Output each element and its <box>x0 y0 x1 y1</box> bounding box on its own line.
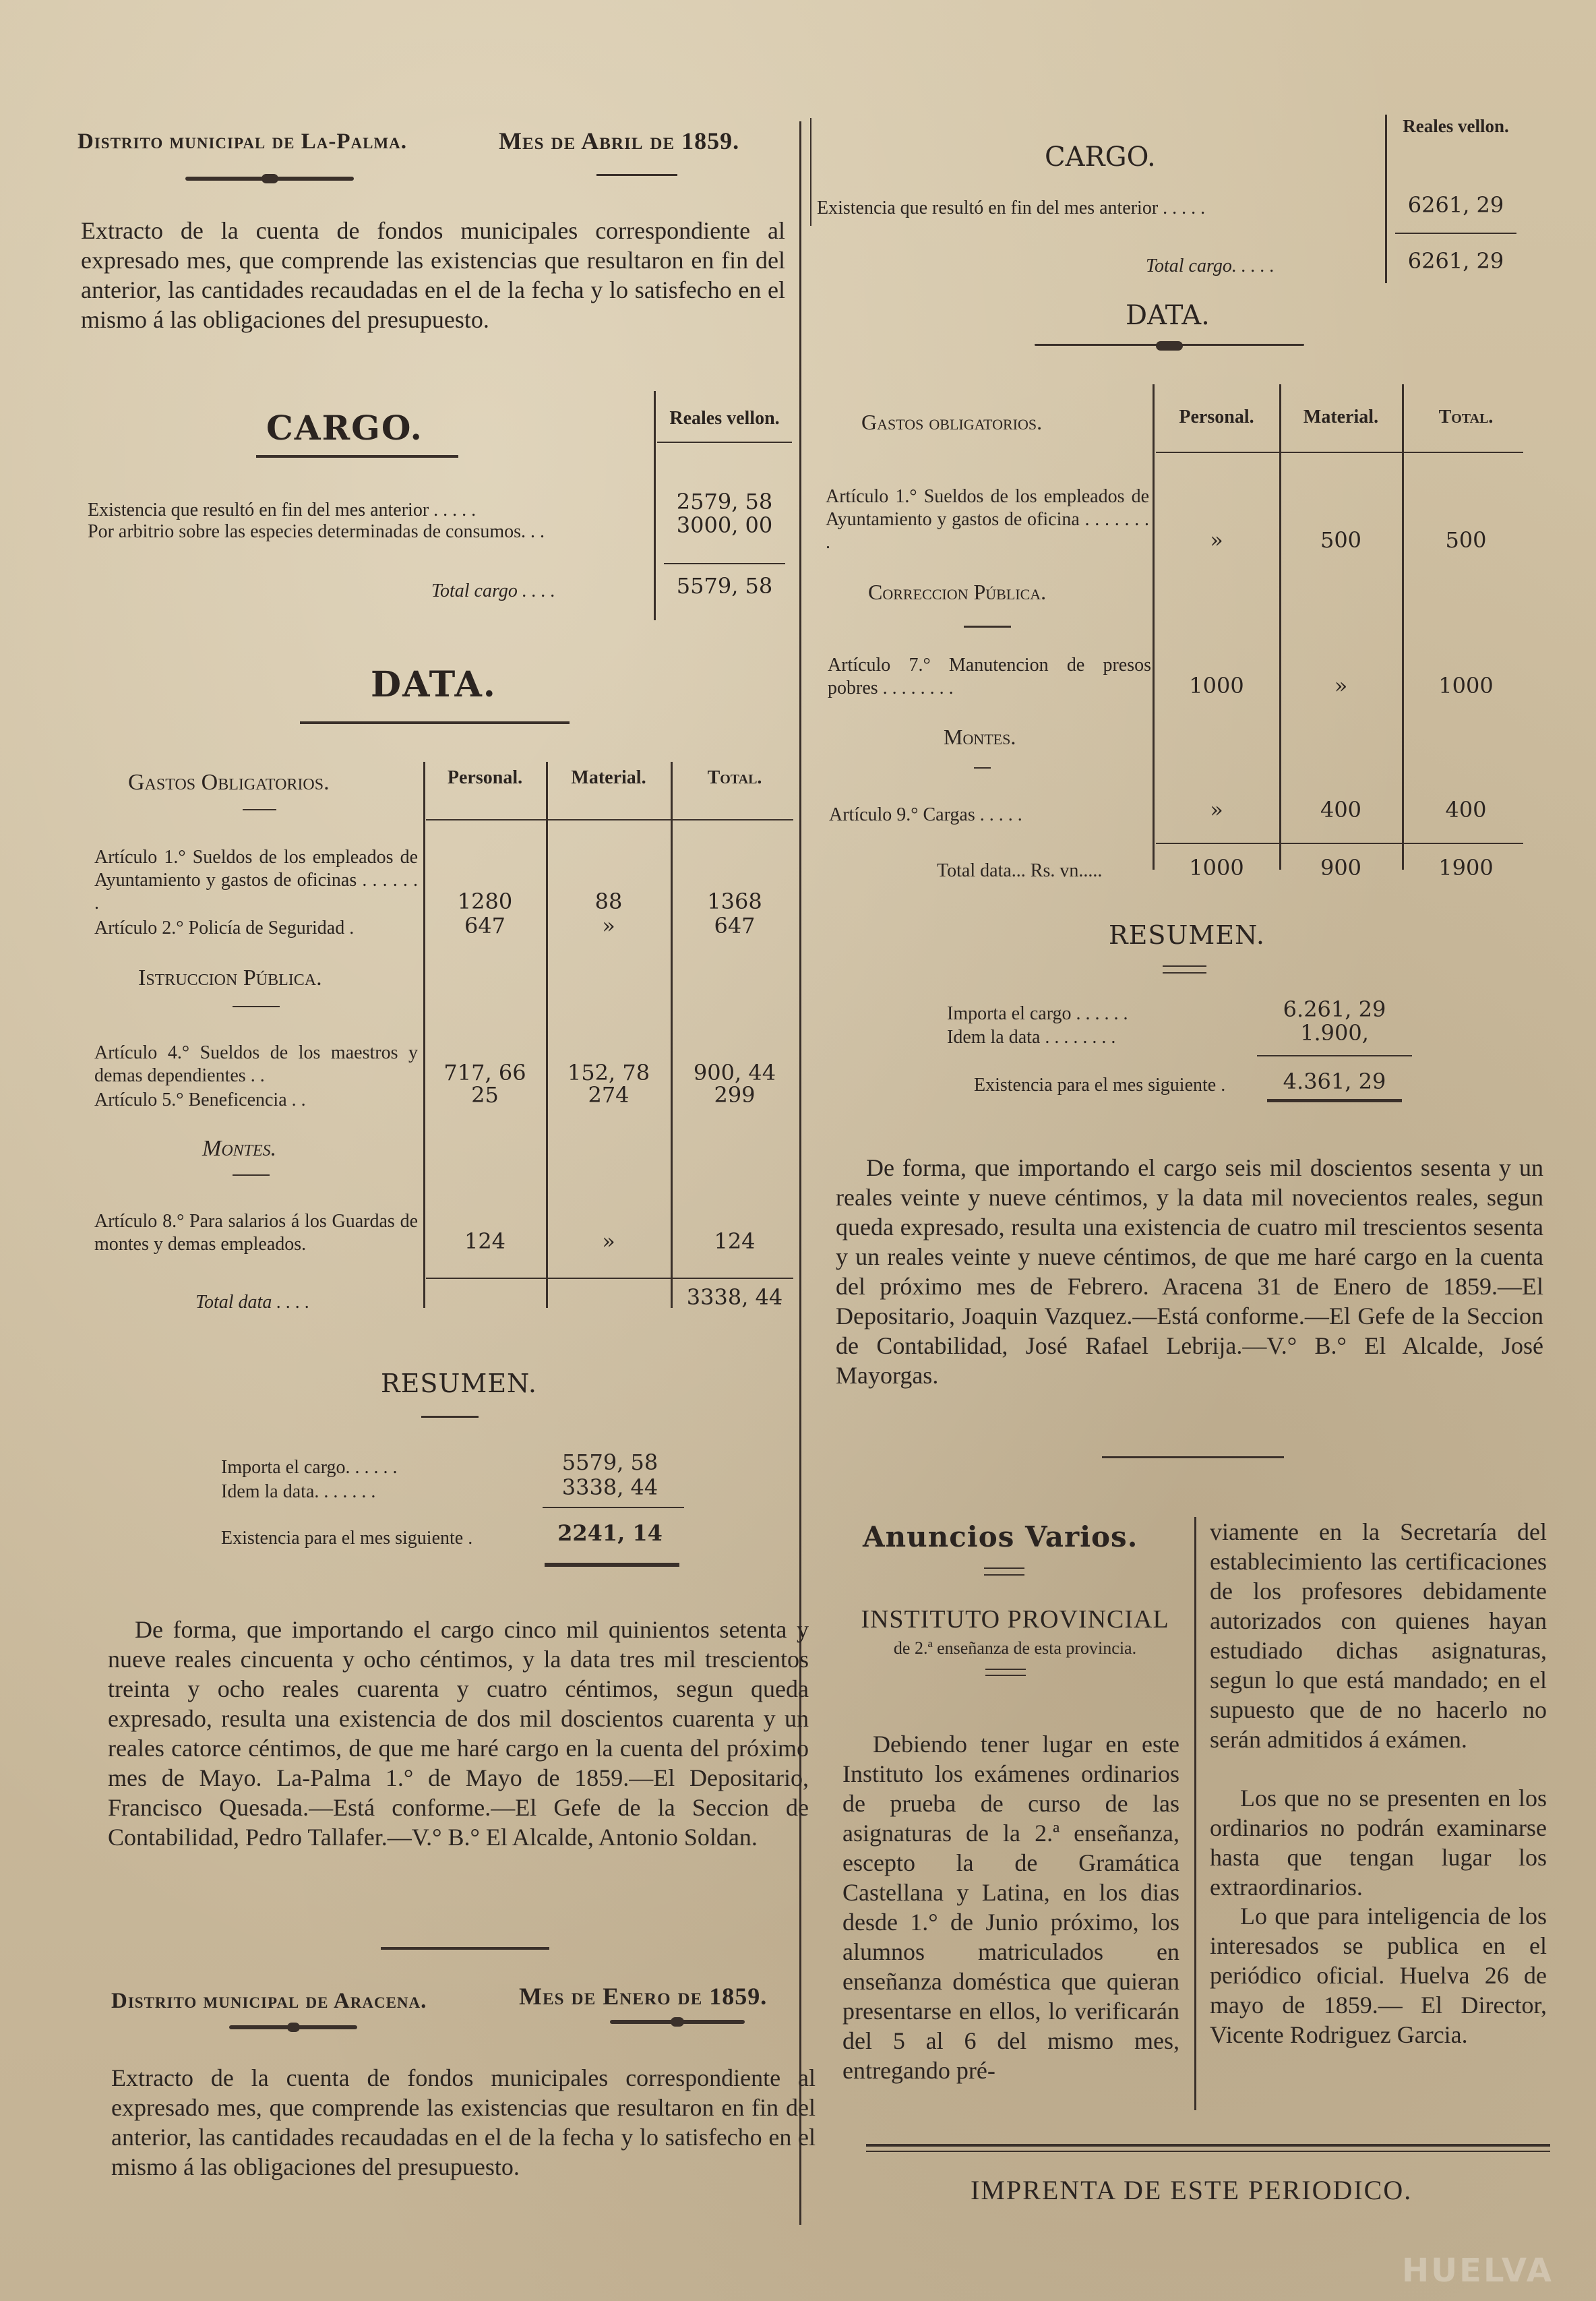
art1-personal: 1280 <box>457 889 513 914</box>
imprenta-footer: IMPRENTA DE ESTE PERIODICO. <box>971 2175 1413 2205</box>
data-col-line-1 <box>423 762 425 1308</box>
instituto-rule-2 <box>985 1675 1026 1676</box>
art5-total: 299 <box>714 1082 756 1108</box>
col-total: Total. <box>707 767 762 788</box>
art5-material: 274 <box>588 1082 630 1108</box>
col-material: Material. <box>571 767 646 788</box>
month-header-abril: Mes de Abril de 1859. <box>499 127 740 154</box>
footer-rule-2 <box>866 2151 1550 2152</box>
resumen-cargo-value: 5579, 58 <box>561 1450 658 1475</box>
section-separator <box>381 1947 549 1950</box>
reales-vellon-header: Reales vellon. <box>669 408 780 429</box>
right-cargo-rule <box>1395 233 1516 234</box>
art4-material: 152, 78 <box>567 1060 650 1085</box>
art2-total: 647 <box>714 913 756 938</box>
data-art8: Artículo 8.° Para salarios á los Guardas de montes y demas empleados. <box>94 1211 418 1255</box>
resumen-existencia-value: 2241, 14 <box>557 1520 663 1546</box>
closing-paragraph-aracena: De forma, que importando el cargo seis mil doscientos sesenta y un reales veinte y nueve céntimos, y la data mil novecientos reales, segun queda expresado, resulta una existencia de cuatro mil trescientos sesenta y un reales veinte y nueve céntimos, de que me haré cargo en la cuenta del próximo mes de Febrero. Aracena 31 de Enero de 1859.—El Depositario, Joaquin Vazquez.—Está conforme.—El Gefe de la Seccion de Contabilidad, José Rafael Lebrija.—V.° B.° El Alcalde, José Mayorgas. <box>836 1154 1543 1389</box>
anuncio-col2b: Los que no se presenten en los ordinarios no podrán examinarse hasta que tengan lugar los extraordinarios. <box>1210 1785 1547 1901</box>
cargo-total-label: Total cargo . . . . <box>431 580 555 601</box>
footer-rule <box>866 2144 1550 2147</box>
anuncios-title: Anuncios Varios. <box>863 1520 1138 1553</box>
month-header-enero: Mes de Enero de 1859. <box>519 1983 768 2010</box>
resumen-cargo-label: Importa el cargo. . . . . . <box>221 1457 398 1478</box>
right-total-total: 1900 <box>1438 855 1494 880</box>
right-data-total-label: Total data... Rs. vn..... <box>937 860 1103 881</box>
right-resumen-rule-2 <box>1163 972 1206 974</box>
cargo-title: CARGO. <box>266 408 423 448</box>
art4-total: 900, 44 <box>693 1060 776 1085</box>
right-cargo-row-value: 6261, 29 <box>1407 192 1504 218</box>
art4-personal: 717, 66 <box>443 1060 526 1085</box>
right-cargo-row: Existencia que resultó en fin del mes anterior . . . . . <box>817 198 1206 218</box>
district-header-aracena: Distrito municipal de Aracena. <box>111 1989 427 2013</box>
right-data-col-line-1 <box>1153 384 1155 870</box>
section-montes: Montes. <box>202 1136 277 1161</box>
ornament-rule <box>185 177 354 181</box>
right-resumen-data-label: Idem la data . . . . . . . . <box>947 1027 1116 1048</box>
right-section-montes: Montes. <box>944 725 1016 749</box>
data-art5: Artículo 5.° Beneficencia . . <box>94 1089 306 1110</box>
data-title-rule <box>300 721 570 724</box>
instituto-rule <box>985 1669 1026 1670</box>
right-data-ornament <box>1035 344 1304 346</box>
column-divider <box>799 121 801 2225</box>
art5-personal: 25 <box>471 1082 499 1108</box>
anuncio-col2c: Lo que para inteligencia de los interesados se publica en el periódico oficial. Huelva 26 de mayo de 1859.— El Director, Vicente Rodriguez Garcia. <box>1210 1903 1547 2048</box>
intro-paragraph-aracena: Extracto de la cuenta de fondos municipales correspondiente al expresado mes, que comprende las existencias que resultaron en fin del anterior, las cantidades recaudadas en el de la fecha y lo satisfecho en el mismo á las obligaciones del presupuesto. <box>111 2064 816 2180</box>
art1-total: 1368 <box>707 889 762 914</box>
data-col-line-2 <box>546 762 548 1308</box>
resumen-existencia-label: Existencia para el mes siguiente . <box>221 1528 473 1549</box>
right-data-col-line-2 <box>1279 384 1281 870</box>
right-col-material: Material. <box>1303 407 1379 427</box>
cargo-value-existencia: 2579, 58 <box>676 489 773 514</box>
right-art9-total: 400 <box>1445 797 1487 823</box>
right-gastos-obligatorios-header: Gastos obligatorios. <box>861 410 1043 434</box>
right-data-col-line-3 <box>1402 384 1404 870</box>
section-rule <box>243 809 276 810</box>
cargo-value-arbitrio: 3000, 00 <box>676 512 773 538</box>
art8-total: 124 <box>714 1228 756 1254</box>
data-total-rule <box>426 1278 793 1279</box>
cargo-sum-rule <box>664 563 785 564</box>
right-resumen-double-rule <box>1267 1099 1402 1102</box>
right-resumen-existencia-label: Existencia para el mes siguiente . <box>974 1075 1226 1096</box>
right-resumen-sum-rule <box>1257 1055 1412 1056</box>
anuncios-rule-2 <box>984 1574 1024 1576</box>
right-data-title: DATA. <box>1126 300 1210 331</box>
resumen-data-label: Idem la data. . . . . . . <box>221 1481 376 1502</box>
anuncios-rule <box>984 1567 1024 1569</box>
resumen-sum-rule <box>543 1507 684 1508</box>
right-data-total-rule <box>1156 843 1523 844</box>
anuncio-col1: Debiendo tener lugar en este Instituto los exámenes ordinarios de prueba de curso de las asignaturas de la 2.ª enseñanza, escepto la de Gramática Castellana y Latina, en los dias desde 1.° de Junio próximo, los alumnos matriculados en enseñanza doméstica que quieran presentarse en ellos, lo verificarán del 5 al 6 del mismo mes, entregando pré- <box>842 1731 1179 2084</box>
cargo-title-rule <box>256 455 458 458</box>
right-resumen-cargo-value: 6.261, 29 <box>1283 996 1386 1022</box>
right-art7-total: 1000 <box>1438 673 1494 698</box>
right-data-col-rule <box>1156 452 1523 453</box>
resumen-title: RESUMEN. <box>381 1369 537 1398</box>
right-section-correccion: Correccion Pública. <box>868 580 1047 604</box>
data-title: DATA. <box>371 664 497 705</box>
right-cargo-col-line <box>1385 115 1387 283</box>
instituto-subtitle: de 2.ª enseñanza de esta provincia. <box>893 1638 1137 1658</box>
right-art1-total: 500 <box>1445 527 1487 553</box>
data-total-value: 3338, 44 <box>686 1284 783 1310</box>
col-personal: Personal. <box>447 767 523 788</box>
data-art2: Artículo 2.° Policía de Seguridad . <box>94 918 355 938</box>
right-art1-personal: » <box>1210 527 1223 553</box>
resumen-rule <box>421 1416 479 1418</box>
right-cargo-total-value: 6261, 29 <box>1407 248 1504 274</box>
right-art1-material: 500 <box>1320 527 1362 553</box>
data-art1: Artículo 1.° Sueldos de los empleados de Ayuntamiento y gastos de oficinas . . . . . . . <box>94 847 418 914</box>
right-cargo-total-label: Total cargo. . . . . <box>1146 256 1275 276</box>
huelva-watermark: HUELVA <box>1402 2252 1554 2290</box>
right-resumen-title: RESUMEN. <box>1109 920 1265 950</box>
ornament-rule-2 <box>229 2025 357 2029</box>
section-rule-2 <box>233 1006 280 1007</box>
right-col-personal: Personal. <box>1179 407 1254 427</box>
cargo-total-value: 5579, 58 <box>676 573 773 599</box>
right-resumen-existencia-value: 4.361, 29 <box>1283 1069 1386 1094</box>
art2-material: » <box>602 913 615 938</box>
resumen-data-value: 3338, 44 <box>561 1474 658 1500</box>
art8-material: » <box>602 1228 615 1254</box>
ornament-rule-3 <box>610 2020 745 2024</box>
data-col-rule <box>426 819 793 820</box>
art8-personal: 124 <box>464 1228 506 1254</box>
right-data-art7: Artículo 7.° Manutencion de presos pobres . . . . . . . . <box>828 655 1151 698</box>
header-rule <box>596 174 677 176</box>
anuncios-col-line <box>1194 1517 1196 2110</box>
right-art7-personal: 1000 <box>1189 673 1244 698</box>
right-col-total: Total. <box>1438 407 1494 427</box>
section-instruccion: Istruccion Pública. <box>138 965 322 990</box>
right-cargo-title: CARGO. <box>1045 142 1156 173</box>
right-total-personal: 1000 <box>1189 855 1244 880</box>
cargo-col-rule <box>657 442 792 443</box>
art1-material: 88 <box>594 889 623 914</box>
cargo-col-line <box>654 391 656 620</box>
right-art7-material: » <box>1334 673 1348 698</box>
right-resumen-rule <box>1163 965 1206 967</box>
right-reales-vellon-header: Reales vellon. <box>1403 116 1509 136</box>
art2-personal: 647 <box>464 913 506 938</box>
right-data-art1: Artículo 1.° Sueldos de los empleados de Ayuntamiento y gastos de oficina . . . . . . . . <box>826 486 1149 553</box>
anuncio-col2a: viamente en la Secretaría del establecimiento las certificaciones de los profesores debidamente autorizados con quienes hayan estudiado dichas asignaturas, segun lo que está mandado; en el supuesto que de no hacerlo no serán admitidos á exámen. <box>1210 1518 1547 1753</box>
right-resumen-data-value: 1.900, <box>1300 1020 1369 1046</box>
cargo-row-arbitrio: Por arbitrio sobre las especies determinadas de consumos. . . <box>88 521 545 542</box>
right-section-rule-2 <box>974 767 991 769</box>
data-total-label: Total data . . . . <box>195 1292 310 1313</box>
right-resumen-cargo-label: Importa el cargo . . . . . . <box>947 1003 1128 1024</box>
cargo-row-existencia: Existencia que resultó en fin del mes anterior . . . . . <box>88 500 477 520</box>
right-total-material: 900 <box>1320 855 1362 880</box>
data-art4: Artículo 4.° Sueldos de los maestros y demas dependientes . . <box>94 1042 418 1086</box>
left-cargo-divider <box>810 118 811 226</box>
right-data-art9: Artículo 9.° Cargas . . . . . <box>829 804 1022 825</box>
right-section-rule <box>964 626 1011 628</box>
right-art9-material: 400 <box>1320 797 1362 823</box>
closing-paragraph-la-palma: De forma, que importando el cargo cinco mil quinientos setenta y nueve reales cincuenta y ocho céntimos, y la data tres mil trescientos treinta y ocho reales cuarenta y cuatro céntimos, segun queda expresado, resulta una existencia de dos mil doscientos cuarenta y un reales catorce céntimos, de que me haré cargo en la cuenta del próximo mes de Mayo. La-Palma 1.° de Mayo de 1859.—El Depositario, Francisco Quesada.—Está conforme.—El Gefe de la Seccion de Contabilidad, Pedro Tallafer.—V.° B.° El Alcalde, Antonio Soldan. <box>108 1616 809 1851</box>
instituto-title: INSTITUTO PROVINCIAL <box>861 1605 1169 1634</box>
section-rule-3 <box>233 1174 270 1176</box>
gastos-obligatorios-header: Gastos Obligatorios. <box>128 770 330 795</box>
district-header-la-palma: Distrito municipal de La-Palma. <box>78 129 408 154</box>
right-art9-personal: » <box>1210 797 1223 823</box>
resumen-double-rule <box>545 1563 679 1567</box>
right-separator <box>1102 1456 1284 1458</box>
data-col-line-3 <box>671 762 673 1308</box>
intro-paragraph-la-palma: Extracto de la cuenta de fondos municipales correspondiente al expresado mes, que comprende las existencias que resultaron en fin del anterior, las cantidades recaudadas en el de la fecha y lo satisfecho en el mismo á las obligaciones del presupuesto. <box>81 217 785 333</box>
